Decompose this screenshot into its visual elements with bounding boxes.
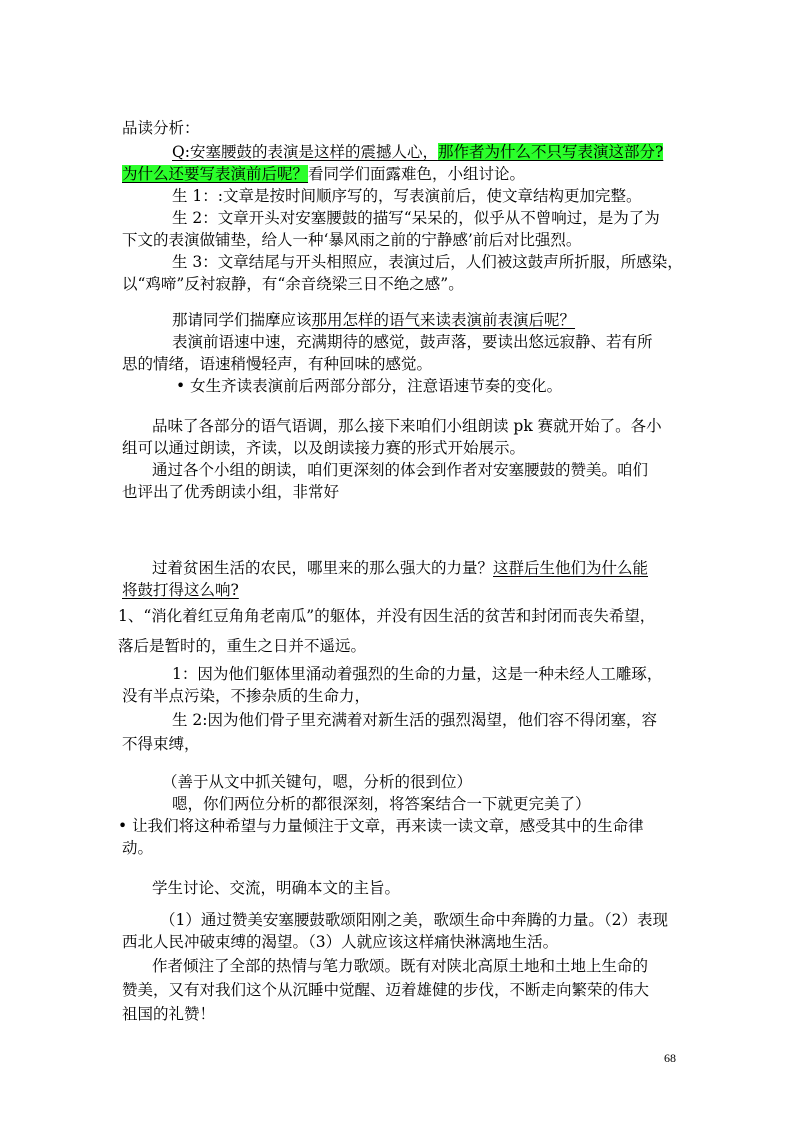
reading-tone-underlined: 那用怎样的语气来读表演前表演后呢？ [311,311,576,329]
question-line-2 [122,164,525,184]
power-question-line-1 [152,558,648,578]
group-result-line-1: 通过各个小组的朗读，咱们更深刻的体会到作者对安塞腰鼓的赞美。咱们 [152,461,649,479]
group-pk-line-2: 组可以通过朗读，齐读，以及朗读接力赛的形式开始展示。 [122,439,526,457]
answer-2-line-2: 不得束缚， [122,735,200,753]
point-1-line-2: 落后是暂时的，重生之日并不遥远。 [118,637,367,655]
bullet-read-again-line-1: • 让我们将这种希望与力量倾注于文章，再来读一读文章，感受其中的生命律 [118,817,644,835]
heading: 品读分析： [122,119,200,137]
conclusion-line-3: 祖国的礼赞！ [122,1005,216,1023]
question-underlined: 安塞腰鼓的表演是这样的震撼人心， [189,143,438,161]
power-question-line-2 [122,580,239,600]
teacher-comment-2: 嗯，你们两位分析的都很深刻，将答案结合一下就更完美了） [172,795,591,813]
student-3-answer-line-1: 生 3：文章结尾与开头相照应，表演过后，人们被这鼓声所折服，所感染， [172,253,683,271]
teacher-comment-1: （善于从文中抓关键句，嗯，分析的很到位） [162,773,473,791]
question-line-1 [172,142,663,162]
point-1-line-1: 1、“消化着红豆角角老南瓜”的躯体，并没有因生活的贫苦和封闭而丧失希望， [118,607,656,625]
student-3-answer-line-2: 以“鸡啼”反衬寂静，有“余音绕梁三日不绝之感”。 [122,275,464,293]
student-2-answer-line-2: 下文的表演做铺垫，给人一种‘暴风雨之前的宁静感’前后对比强烈。 [122,231,582,249]
power-question-underlined-2: 将鼓打得这么响? [122,581,239,599]
conclusion-line-1: 作者倾注了全部的热情与笔力歌颂。既有对陕北高原土地和土地上生命的 [152,957,649,975]
reading-tone-question [172,310,575,330]
conclusion-line-2: 赞美，又有对我们这个从沉睡中觉醒、迈着雄健的步伐，不断走向繁荣的伟大 [122,981,650,999]
question-highlight-2: 为什么还要写表演前后呢？ [122,165,309,183]
theme-points-line-1: （1）通过赞美安塞腰鼓歌颂阳刚之美，歌颂生命中奔腾的力量。（2）表现 [160,911,668,929]
reading-tone-prefix: 那请同学们揣摩应该 [172,311,312,329]
student-2-answer-line-1: 生 2：文章开头对安塞腰鼓的描写“呆呆的，似乎从不曾响过，是为了为 [172,209,660,227]
power-question-underlined-1: 这群后生他们为什么能 [493,559,649,577]
theme-points-line-2: 西北人民冲破束缚的渴望。（3）人就应该这样痛快淋漓地生活。 [122,933,559,951]
question-highlight-1: 那作者为什么不只写表演这部分? [437,143,664,161]
theme-discussion: 学生讨论、交流，明确本文的主旨。 [152,879,401,897]
power-question-prefix: 过着贫困生活的农民，哪里来的那么强大的力量？ [152,559,494,577]
reading-tone-answer-1: 表演前语速中速，充满期待的感觉，鼓声落，要读出悠远寂静、若有所 [172,333,653,351]
group-pk-line-1: 品味了各部分的语气语调，那么接下来咱们小组朗读 pk 赛就开始了。各小 [152,417,662,435]
reading-tone-answer-2: 思的情绪，语速稍慢轻声，有种回味的感觉。 [122,355,433,373]
group-result-line-2: 也评出了优秀朗读小组，非常好 [122,483,340,501]
bullet-read-again-line-2: 动。 [122,839,154,857]
answer-1-line-2: 没有半点污染，不掺杂质的生命力， [122,687,371,705]
question-tail: 看同学们面露难色，小组讨论。 [308,165,526,183]
answer-1-line-1: 1：因为他们躯体里涌动着强烈的生命的力量，这是一种未经人工雕琢， [172,665,663,683]
answer-2-line-1: 生 2:因为他们骨子里充满着对新生活的强烈渴望，他们容不得闭塞，容 [172,711,658,729]
page-number: 68 [664,1051,676,1065]
question-prefix: Q: [172,143,190,161]
bullet-girls-read: • 女生齐读表演前后两部分部分，注意语速节奏的变化。 [176,377,563,395]
student-1-answer: 生 1：:文章是按时间顺序写的，写表演前后，使文章结构更加完整。 [172,187,642,205]
